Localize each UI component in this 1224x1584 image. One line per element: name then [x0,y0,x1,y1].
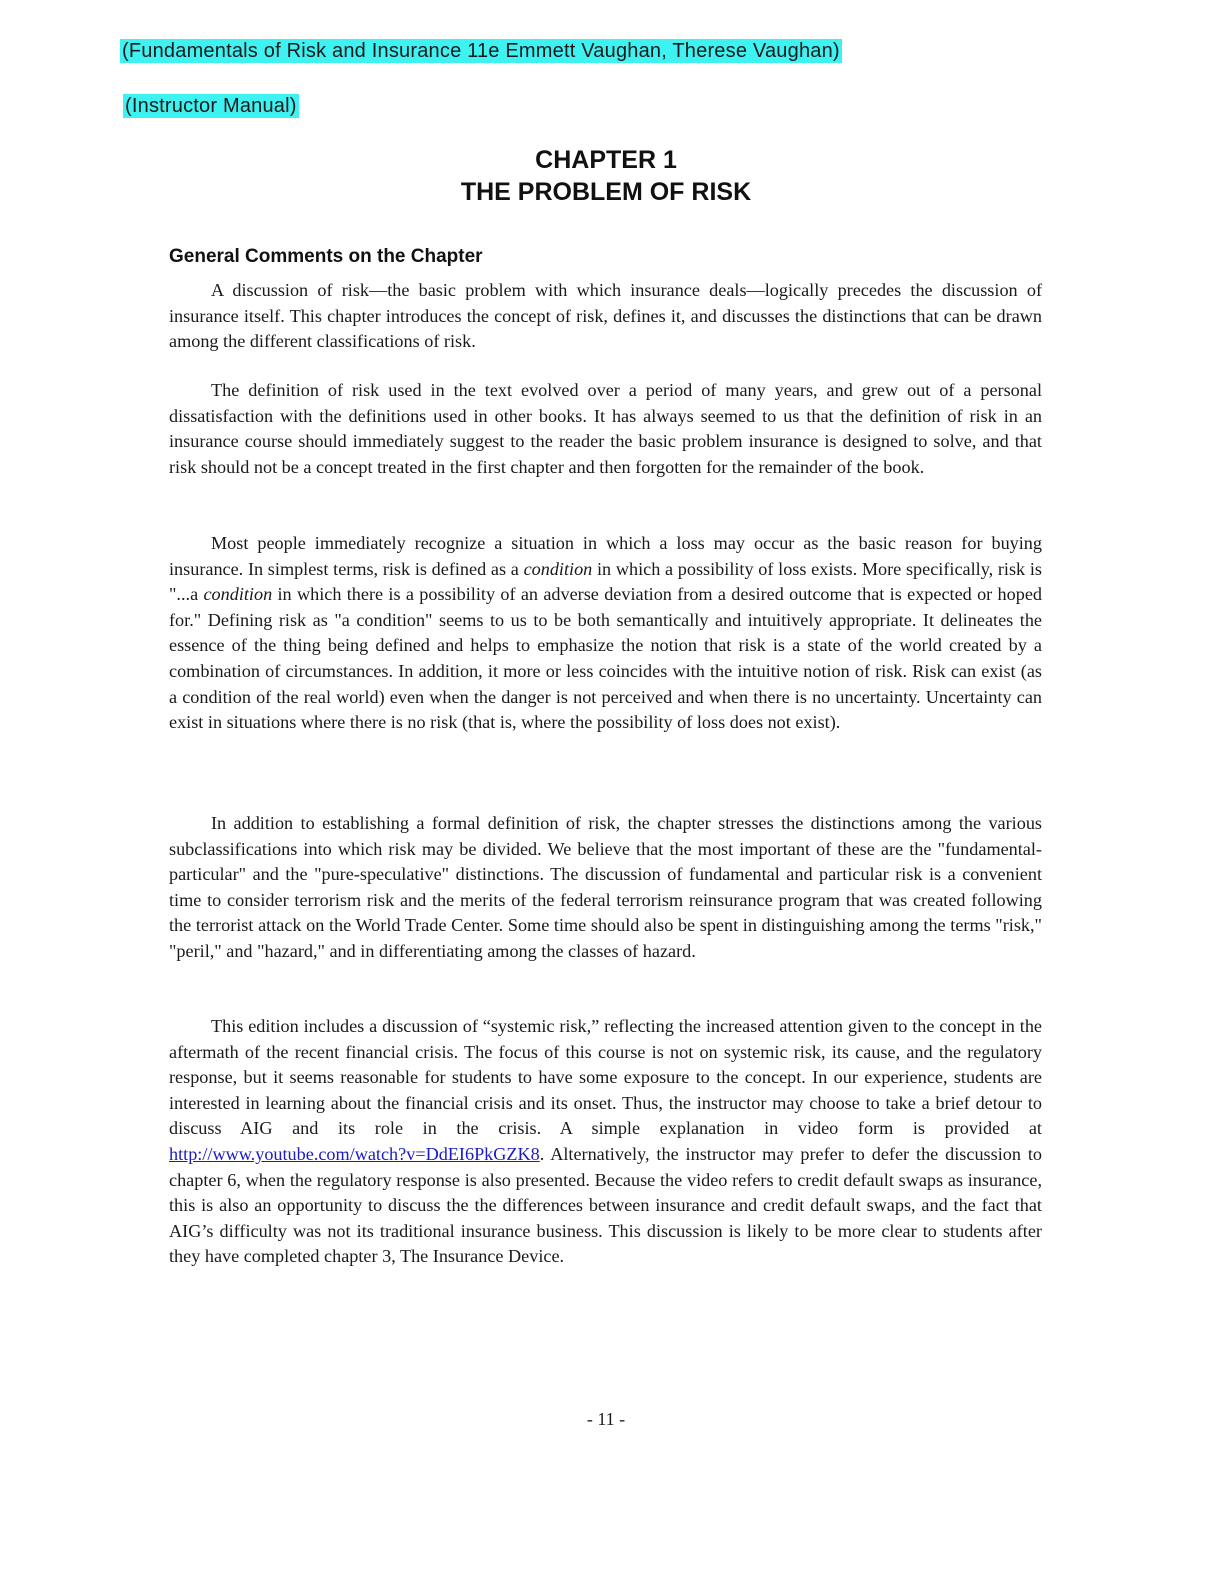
paragraph-text-segment: in which there is a possibility of an adverse deviation from a desired outcome that is expected or hoped for." Defining risk as "a condition" seems to us to be both semantically and intuitively appropriate. It delineates the essence of the thing being defined and helps to emphasize the notion that risk is a state of the world created by a combination of circumstances. In addition, it more or less coincides with the intuitive notion of risk. Risk can exist (as a condition of the real world) even when the danger is not perceived and when there is no uncertainty. Uncertainty can exist in situations where there is no risk (that is, where the possibility of loss does not exist). [169,584,1042,733]
paragraph-systemic-risk [169,1014,1042,1270]
chapter-title: THE PROBLEM OF RISK [460,178,752,206]
chapter-number: CHAPTER 1 [535,146,677,174]
paragraph-text-segment: Most people immediately recognize a situation in which a loss may occur as the basic reason for buying insurance. In simplest terms, risk is defined as a [169,533,1042,579]
youtube-video-link[interactable]: http://www.youtube.com/watch?v=DdEI6PkGZK8 [169,1143,540,1164]
paragraph-text-segment: . Alternatively, the instructor may prefer to defer the discussion to chapter 6, when the regulatory response is also presented. Because the video refers to credit default swaps as insurance, this is also an opportunity to discuss the the differences between insurance and credit default swaps, and the fact that AIG’s difficulty was not its traditional insurance business. This discussion is likely to be more clear to students after they have completed chapter 3, The Insurance Device. [169,1143,1042,1267]
paragraph-text-segment: in which a possibility of loss exists. More specifically, risk is "...a [169,558,1042,605]
paragraph-risk-definition-origin: The definition of risk used in the text evolved over a period of many years, and grew out of a personal dissatisfaction with the definitions used in other books. It has always seemed to us that the definition of risk in an insurance course should immediately suggest to the reader the basic problem insurance is designed to solve, and that risk should not be a concept treated in the first chapter and then forgotten for the remainder of the book. [169,380,1042,477]
page-number: - 11 - [586,1409,626,1429]
emphasis-condition: condition [523,558,593,579]
manual-type-header [123,94,299,118]
book-source-header [120,39,842,63]
emphasis-condition: condition [203,584,273,605]
book-source-text: (Fundamentals of Risk and Insurance 11e Emmett Vaughan, Therese Vaughan) [122,40,840,62]
manual-type-text: (Instructor Manual) [125,95,297,117]
paragraph-risk-discussion: A discussion of risk—the basic problem with which insurance deals—logically precedes the discussion of insurance itself. This chapter introduces the concept of risk, defines it, and discusses the distinctions that can be drawn among the different classifications of risk. [169,280,1042,352]
paragraph-risk-as-condition [169,531,1042,736]
paragraph-risk-subclassifications: In addition to establishing a formal definition of risk, the chapter stresses the distinctions among the various subclassifications into which risk may be divided. We believe that the most important of these are the "fundamental-particular" and the "pure-speculative" distinctions. The discussion of fundamental and particular risk is a convenient time to consider terrorism risk and the merits of the federal terrorism reinsurance program that was created following the terrorist attack on the World Trade Center. Some time should also be spent in distinguishing among the terms "risk," "peril," and "hazard," and in differentiating among the classes of hazard. [169,813,1042,961]
section-heading: General Comments on the Chapter [169,246,483,267]
paragraph-text-segment: This edition includes a discussion of “systemic risk,” reflecting the increased attention given to the concept in the aftermath of the recent financial crisis. The focus of this course is not on systemic risk, its cause, and the regulatory response, but it seems reasonable for students to have some exposure to the concept. In our experience, students are interested in learning about the financial crisis and its onset. Thus, the instructor may choose to take a brief detour to discuss AIG and its role in the crisis. A simple explanation in video form is provided at [169,1016,1042,1139]
